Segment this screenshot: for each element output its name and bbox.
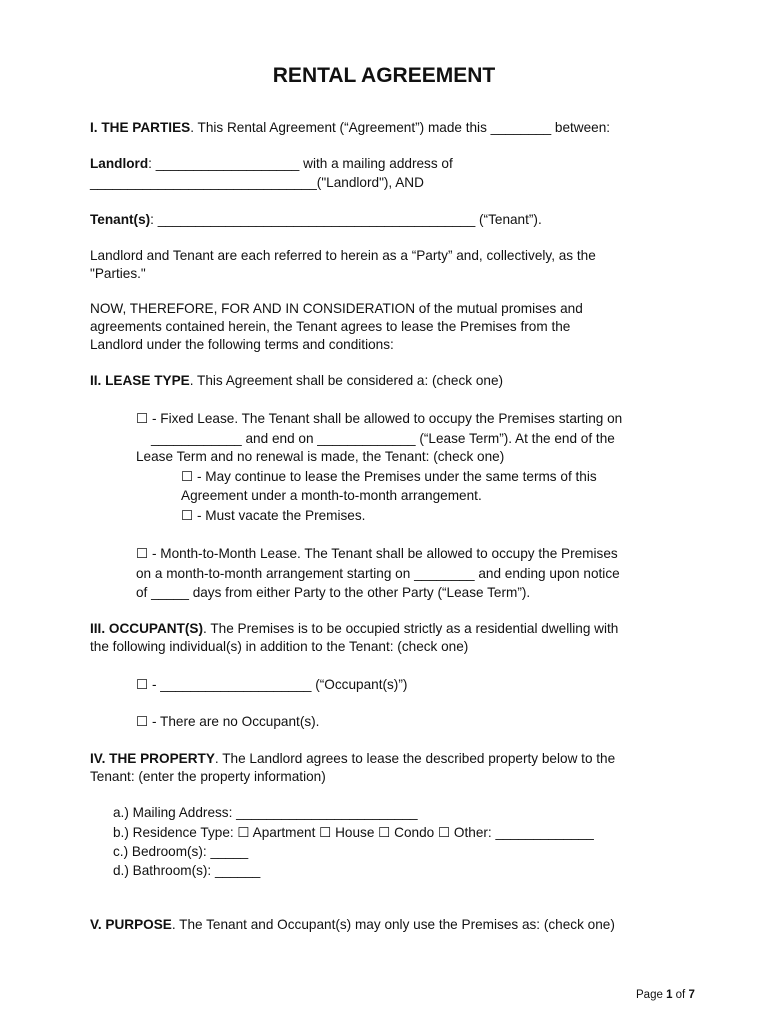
- month-to-month-text-2: on a month-to-month arrangement starting on ________ and ending upon notice: [136, 566, 620, 581]
- vacate-option[interactable]: ☐ - Must vacate the Premises.: [181, 508, 366, 523]
- property-heading: IV. THE PROPERTY: [90, 751, 215, 766]
- fixed-lease-option[interactable]: ☐ - Fixed Lease. The Tenant shall be allowed to occupy the Premises starting on: [136, 411, 623, 426]
- parties-heading: I. THE PARTIES: [90, 120, 191, 135]
- page-word: Page: [636, 989, 667, 1001]
- occupants-text-2: the following individual(s) in addition to the Tenant: (check one): [90, 639, 469, 654]
- fixed-lease-dates: ____________ and end on _____________ (“Lease Term”). At the end of the: [151, 431, 615, 446]
- residence-type-field[interactable]: b.) Residence Type: ☐ Apartment ☐ House ☐ Condo ☐ Other: _____________: [113, 825, 594, 840]
- occupants-heading: III. OCCUPANT(S): [90, 621, 204, 636]
- purpose-heading: V. PURPOSE: [90, 917, 172, 932]
- collective-text-1: Landlord and Tenant are each referred to herein as a “Party” and, collectively, as the: [90, 248, 596, 263]
- continue-lease-text: Agreement under a month-to-month arrangement.: [181, 488, 482, 503]
- lease-type-text: . This Agreement shall be considered a: (check one): [189, 373, 504, 388]
- property-intro: [90, 750, 615, 768]
- parties-line: . This Rental Agreement (“Agreement”) made this ________ between:: [190, 120, 611, 135]
- page-number: [636, 986, 695, 1004]
- purpose-text: . The Tenant and Occupant(s) may only use the Premises as: (check one): [171, 917, 615, 932]
- no-occupants-option[interactable]: ☐ - There are no Occupant(s).: [136, 714, 320, 729]
- purpose-intro: [90, 916, 615, 934]
- property-text: . The Landlord agrees to lease the described property below to the: [214, 751, 616, 766]
- landlord-label: Landlord: [90, 156, 149, 171]
- landlord-line: [90, 155, 453, 173]
- month-to-month-option[interactable]: ☐ - Month-to-Month Lease. The Tenant shall be allowed to occupy the Premises: [136, 546, 618, 561]
- fixed-lease-end: Lease Term and no renewal is made, the Tenant: (check one): [136, 449, 505, 464]
- bedrooms-field[interactable]: c.) Bedroom(s): _____: [113, 844, 249, 859]
- consideration-text-1: NOW, THEREFORE, FOR AND IN CONSIDERATION of the mutual promises and: [90, 301, 583, 316]
- tenant-line: [90, 211, 542, 229]
- collective-text-2: "Parties.": [90, 266, 146, 281]
- of-word: of: [672, 989, 689, 1001]
- consideration-text-3: Landlord under the following terms and conditions:: [90, 337, 394, 352]
- parties-intro: [90, 119, 610, 137]
- occupants-named-option[interactable]: ☐ - ____________________ (“Occupant(s)”): [136, 677, 408, 692]
- bathrooms-field[interactable]: d.) Bathroom(s): ______: [113, 863, 261, 878]
- continue-lease-option[interactable]: ☐ - May continue to lease the Premises under the same terms of this: [181, 469, 597, 484]
- document-title: RENTAL AGREEMENT: [272, 64, 496, 87]
- month-to-month-text-3: of _____ days from either Party to the other Party (“Lease Term”).: [136, 585, 531, 600]
- lease-type-intro: [90, 372, 503, 390]
- landlord-name-blank: : ___________________ with a mailing address of: [148, 156, 453, 171]
- landlord-address-line: ______________________________("Landlord"), AND: [90, 175, 424, 190]
- occupants-text: . The Premises is to be occupied strictly as a residential dwelling with: [203, 621, 619, 636]
- tenant-label: Tenant(s): [90, 212, 151, 227]
- tenant-name-blank: : __________________________________________ (“Tenant”).: [150, 212, 542, 227]
- consideration-text-2: agreements contained herein, the Tenant agrees to lease the Premises from the: [90, 319, 571, 334]
- mailing-address-field[interactable]: a.) Mailing Address: ________________________: [113, 805, 418, 820]
- total-pages: 7: [688, 989, 695, 1001]
- lease-type-heading: II. LEASE TYPE: [90, 373, 190, 388]
- property-text-2: Tenant: (enter the property information): [90, 769, 326, 784]
- current-page: 1: [666, 989, 673, 1001]
- occupants-intro: [90, 620, 618, 638]
